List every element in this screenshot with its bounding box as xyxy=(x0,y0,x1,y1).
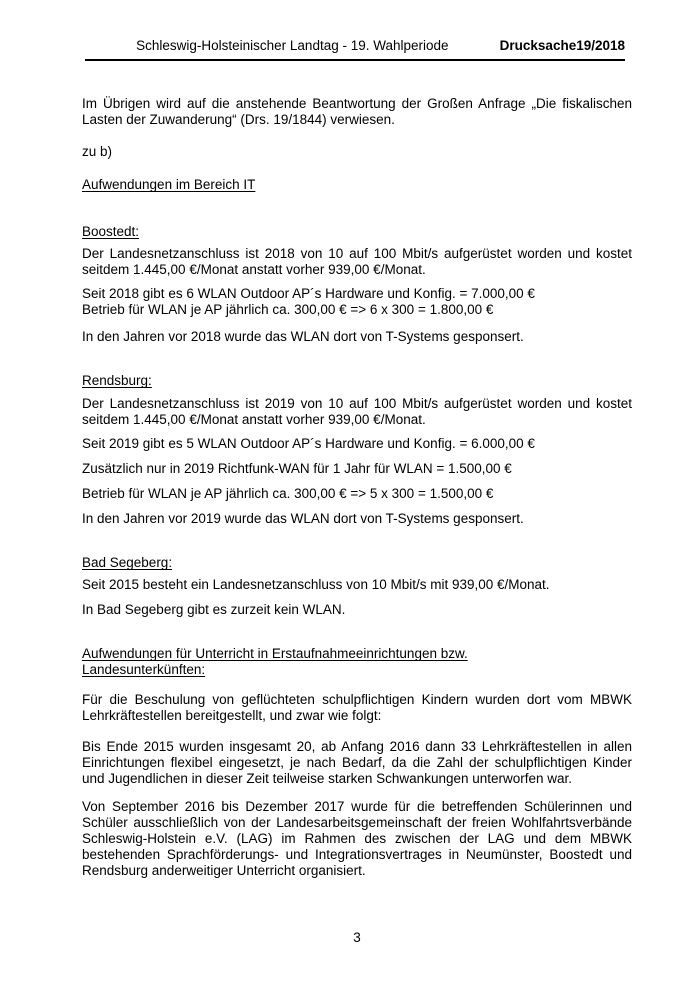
bad-segeberg-paragraph-connection: Seit 2015 besteht ein Landesnetzanschluss von 10 Mbit/s mit 939,00 €/Monat. xyxy=(82,577,550,592)
page-number: 3 xyxy=(353,930,361,945)
zu-b-label: zu b) xyxy=(82,144,113,159)
boostedt-paragraph-connection: Der Landesnetzanschluss ist 2018 von 10 auf 100 Mbit/s aufgerüstet worden und kostet seitdem 1.445,00 €/Monat anstatt vorher 939,00 €/Monat. xyxy=(82,246,632,277)
section-heading-it: Aufwendungen im Bereich IT xyxy=(82,177,256,192)
header-drucksache: Drucksache19/2018 xyxy=(499,38,625,53)
bad-segeberg-heading: Bad Segeberg: xyxy=(82,555,173,570)
unterricht-paragraph-lehrkraefte: Bis Ende 2015 wurden insgesamt 20, ab Anfang 2016 dann 33 Lehrkräftestellen in allen Einrichtungen flexibel eingesetzt, je nach Bedarf, da die Zahl der schulpflichtigen Kinder und Jugendlichen in dieser Zeit teilweise starken Schwankungen unterworfen war. xyxy=(82,739,632,786)
rendsburg-paragraph-richtfunk: Zusätzlich nur in 2019 Richtfunk-WAN für 1 Jahr für WLAN = 1.500,00 € xyxy=(82,461,512,476)
boostedt-paragraph-sponsor: In den Jahren vor 2018 wurde das WLAN dort von T-Systems gesponsert. xyxy=(82,329,524,344)
unterricht-paragraph-beschulung: Für die Beschulung von geflüchteten schulpflichtigen Kindern wurden dort vom MBWK Lehrkräftestellen bereitgestellt, und zwar wie folgt: xyxy=(82,692,632,723)
boostedt-wlan-line1: Seit 2018 gibt es 6 WLAN Outdoor AP´s Hardware und Konfig. = 7.000,00 € xyxy=(82,286,535,301)
intro-paragraph: Im Übrigen wird auf die anstehende Beantwortung der Großen Anfrage „Die fiskalischen Lasten der Zuwanderung“ (Drs. 19/1844) verwiesen. xyxy=(82,96,632,127)
rendsburg-paragraph-betrieb: Betrieb für WLAN je AP jährlich ca. 300,00 € => 5 x 300 = 1.500,00 € xyxy=(82,486,494,501)
unterricht-heading-line1: Aufwendungen für Unterricht in Erstaufnahmeeinrichtungen bzw. xyxy=(82,646,468,661)
rendsburg-paragraph-sponsor: In den Jahren vor 2019 wurde das WLAN dort von T-Systems gesponsert. xyxy=(82,511,524,526)
header-title: Schleswig-Holsteinischer Landtag - 19. Wahlperiode xyxy=(136,38,449,53)
boostedt-heading: Boostedt: xyxy=(82,224,140,239)
unterricht-paragraph-lag: Von September 2016 bis Dezember 2017 wurde für die betreffenden Schülerinnen und Schüler ausschließlich von der Landesarbeitsgemeinschaft der freien Wohlfahrtsverbände Schleswig-Holstein e.V. (LAG) im Rahmen des zwischen der LAG und dem MBWK bestehenden Sprachförderungs- und Integrationsvertrages in Neumünster, Boostedt und Rendsburg anderweitiger Unterricht organisiert. xyxy=(82,799,632,878)
rendsburg-paragraph-connection: Der Landesnetzanschluss ist 2019 von 10 auf 100 Mbit/s aufgerüstet worden und kostet seitdem 1.445,00 €/Monat anstatt vorher 939,00 €/Monat. xyxy=(82,396,632,427)
rendsburg-heading: Rendsburg: xyxy=(82,373,152,388)
boostedt-wlan-line2: Betrieb für WLAN je AP jährlich ca. 300,00 € => 6 x 300 = 1.800,00 € xyxy=(82,302,494,317)
unterricht-heading-line2: Landesunterkünften: xyxy=(82,662,206,677)
document-body xyxy=(82,0,632,879)
rendsburg-paragraph-wlan: Seit 2019 gibt es 5 WLAN Outdoor AP´s Hardware und Konfig. = 6.000,00 € xyxy=(82,436,535,451)
unterricht-heading xyxy=(82,646,632,678)
boostedt-paragraph-wlan xyxy=(82,286,632,318)
bad-segeberg-paragraph-wlan: In Bad Segeberg gibt es zurzeit kein WLAN. xyxy=(82,602,346,617)
